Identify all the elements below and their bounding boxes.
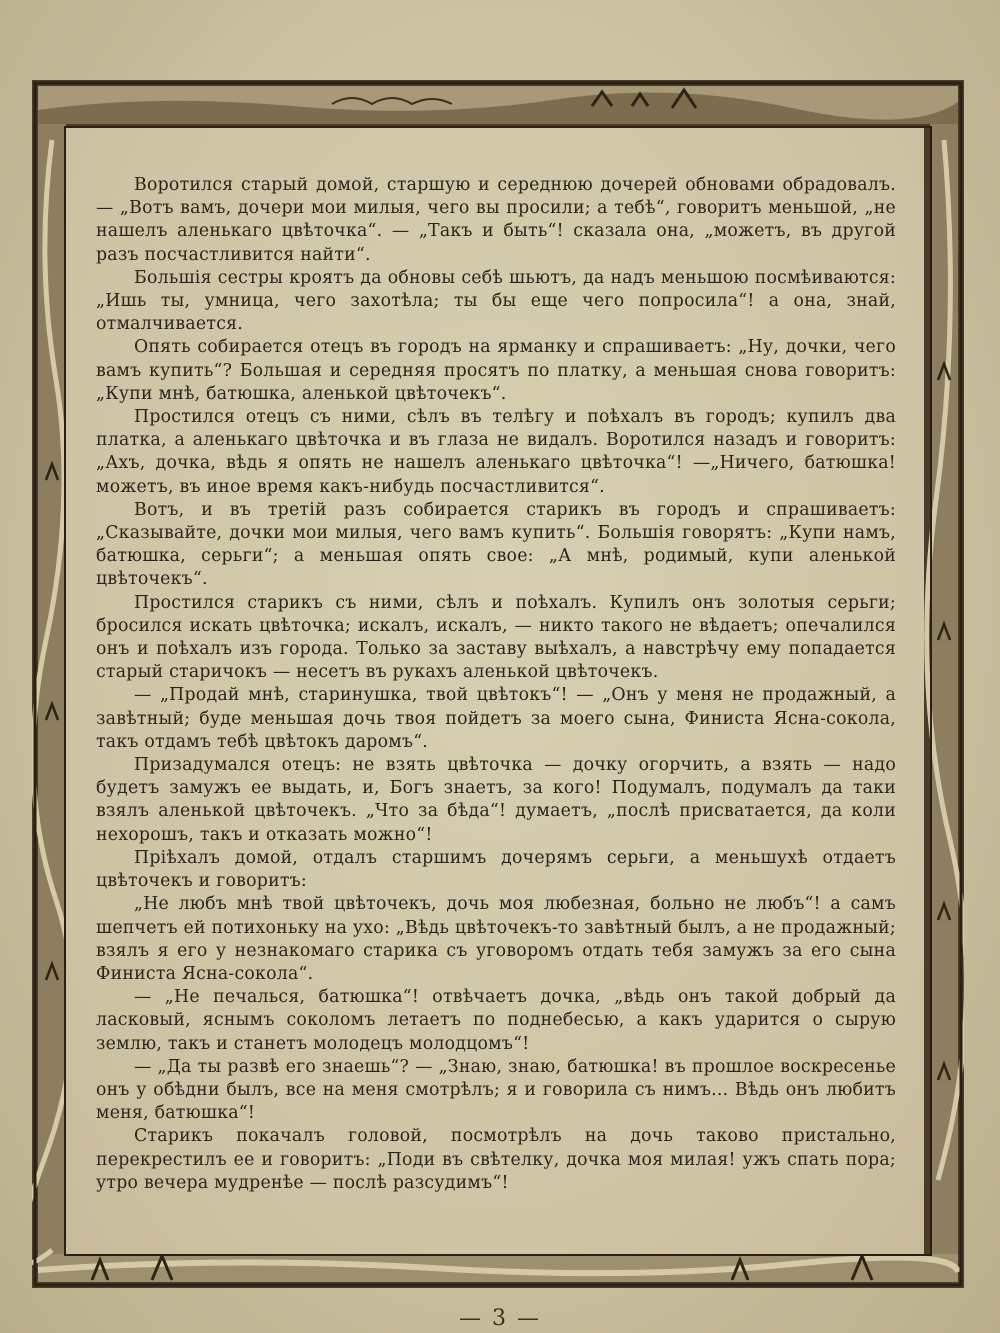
story-text — [96, 174, 896, 1195]
paragraph-11: — „Не печалься, батюшка“! отвѣчаетъ дочка, „вѣдь онъ такой добрый да ласковый, яснымъ соколомъ летаетъ по поднебесью, а какъ ударится о сырую землю, такъ и станетъ молодецъ молодцомъ“! — [96, 987, 896, 1054]
paragraph-7: — „Продай мнѣ, старинушка, твой цвѣтокъ“! — „Онъ у меня не продажный, а завѣтный; буде меньшая дочь твоя пойдетъ за моего сына, Финиста Ясна-сокола, такъ отдамъ тебѣ цвѣтокъ даромъ“. — [96, 685, 896, 752]
paragraph-5: Вотъ, и въ третій разъ собирается старикъ въ городъ и спрашиваетъ: „Сказывайте, дочки мои милыя, чего вамъ купить“. Большія говорятъ: „Купи намъ, батюшка, серьги“; а меньшая опять свое: „А мнѣ, родимый, купи аленькой цвѣточекъ“. — [96, 499, 896, 590]
paragraph-3: Опять собирается отецъ въ городъ на ярманку и спрашиваетъ: „Ну, дочки, чего вамъ купить“? Большая и середняя просятъ по платку, а меньшая снова говоритъ: „Купи мнѣ, батюшка, аленькой цвѣточекъ“. — [96, 337, 896, 404]
paragraph-12: — „Да ты развѣ его знаешь“? — „Знаю, знаю, батюшка! въ прошлое воскресенье онъ у обѣдни былъ, все на меня смотрѣлъ; я и говорила съ нимъ... Вѣдь онъ любитъ меня, батюшка“! — [96, 1056, 896, 1124]
page-number: — 3 — — [459, 1306, 541, 1331]
paragraph-6: Простился старикъ съ ними, сѣлъ и поѣхалъ. Купилъ онъ золотыя серьги; бросился искать цвѣточка; искалъ, искалъ, — никто такого не вѣдаетъ; опечалился онъ и поѣхалъ изъ города. Только за заставу выѣхалъ, а навстрѣчу ему попадается старый старичокъ — несетъ въ рукахъ аленькой цвѣточекъ. — [96, 592, 896, 683]
paragraph-4: Простился отецъ съ ними, сѣлъ въ телѣгу и поѣхалъ въ городъ; купилъ два платка, а аленькаго цвѣточка и въ глаза не видалъ. Воротился назадъ и говоритъ: „Ахъ, дочка, вѣдь я опять не нашелъ аленькаго цвѣточка“! —„Ничего, батюшка! можетъ, въ иное время какъ-нибудь посчастливится“. — [96, 407, 896, 497]
paragraph-8: Призадумался отецъ: не взять цвѣточка — дочку огорчить, а взять — надо будетъ замужъ ее выдать, и, Богъ знаетъ, за кого! Подумалъ, подумалъ да таки взялъ аленькой цвѣточекъ. „Что за бѣда“! думаетъ, „послѣ присватается, да коли нехорошъ, такъ и отказать можно“! — [96, 755, 896, 845]
paragraph-13: Старикъ покачалъ головой, посмотрѣлъ на дочь таково пристально, перекрестилъ ее и говоритъ: „Поди въ свѣтелку, дочка моя милая! ужъ спать пора; утро вечера мудренѣе — послѣ разсудимъ“! — [96, 1126, 896, 1193]
paragraph-9: Пріѣхалъ домой, отдалъ старшимъ дочерямъ серьги, а меньшухѣ отдаетъ цвѣточекъ и говоритъ: — [96, 847, 896, 892]
paragraph-2: Большія сестры кроятъ да обновы себѣ шьютъ, да надъ меньшою посмѣиваются: „Ишь ты, умница, чего захотѣла; ты бы еще чего попросила“! а она, знай, отмалчивается. — [96, 267, 896, 335]
paragraph-10: „Не любъ мнѣ твой цвѣточекъ, дочь моя любезная, больно не любъ“! а самъ шепчетъ ей потихоньку на ухо: „Вѣдь цвѣточекъ-то завѣтный былъ, а не продажный; взялъ я его у незнакомаго старика съ уговоромъ отдать тебя замужъ за его сына Финиста Ясна-сокола“. — [96, 894, 896, 984]
paragraph-1: Воротился старый домой, старшую и середнюю дочерей обновами обрадовалъ. — „Вотъ вамъ, дочери мои милыя, чего вы просили; а тебѣ“, говоритъ меньшой, „не нашелъ аленькаго цвѣточка“. — „Такъ и быть“! сказала она, „можетъ, въ другой разъ посчастливится найти“. — [96, 175, 896, 265]
